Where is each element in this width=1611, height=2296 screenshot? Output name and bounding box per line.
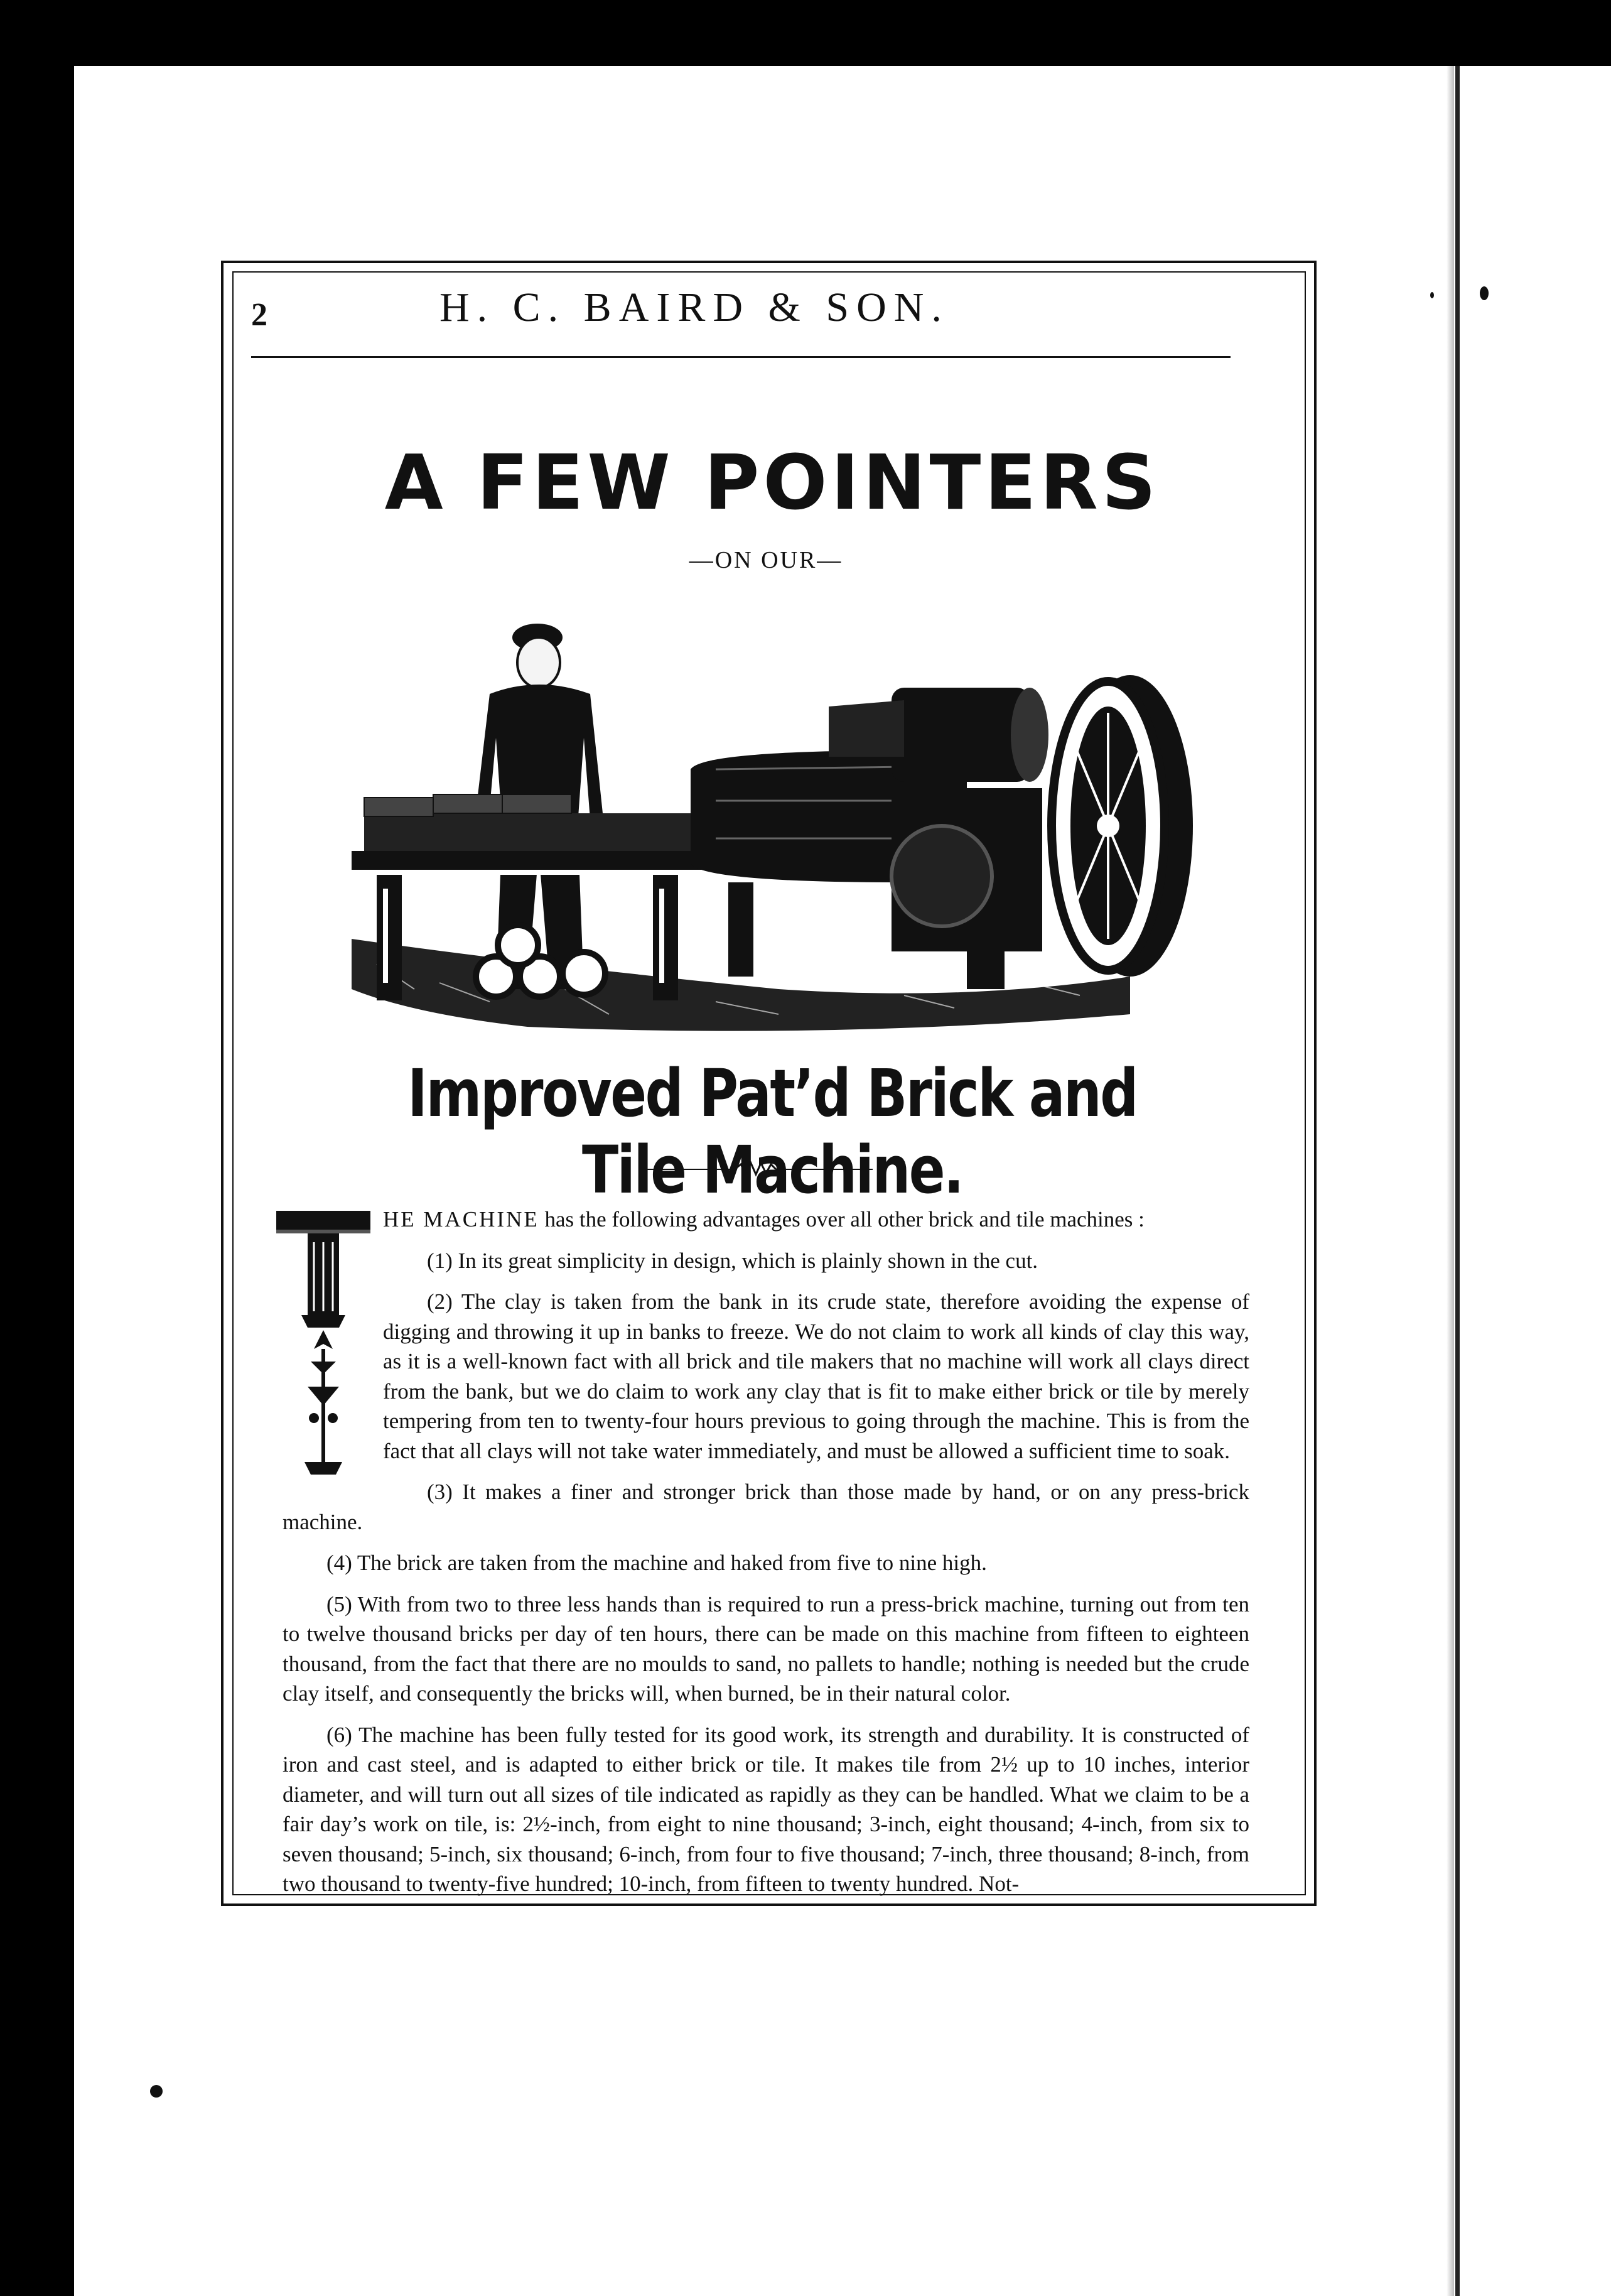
- advert-paragraph-4: (4) The brick are taken from the machine and haked from five to nine high.: [326, 1551, 987, 1575]
- header-rule: [251, 356, 1231, 358]
- advert-paragraph-6: (6) The machine has been fully tested for its good work, its strength and durability. It is constructed of iron and cast steel, and is adapted to either brick or tile. It makes tile from 2½ up to 10 inches, interior diameter, and will turn out all sizes of tile indicated as rapidly as they can be handled. What we claim to be a fair day’s work on tile, is: 2½-inch, from eight to nine thousand; 3-inch, eight thousand; 4-inch, from six to seven thousand; 5-inch, six thousand; 6-inch, from four to five thousand; 7-inch, three thousand; 8-inch, from two thousand to twenty-five hundred; 10-inch, from fifteen to twenty hundred. Not-: [283, 1722, 1249, 1896]
- advert-paragraph-2: (2) The clay is taken from the bank in its crude state, therefore avoiding the expense of digging and throwing it up in banks to freeze. We do not claim to work all kinds of clay this way, as it is a well-known fact with all brick and tile makers that no machine will work all clays direct from the bank, but we do claim to work any clay that is fit to make either brick or tile by merely tempering from ten to twenty-four hours previous to going through the machine. This is from the fact that all clays will not take water immediately, and must be allowed a sufficient time to soak.: [383, 1289, 1249, 1463]
- drop-cap-ornament: [276, 1205, 370, 1481]
- advert-subhead: —ON OUR—: [689, 547, 843, 573]
- machine-title: Improved Pat’d Brick and Tile Machine.: [407, 1055, 1137, 1208]
- running-head: H. C. BAIRD & SON.: [439, 284, 949, 330]
- page-number: 2: [251, 297, 267, 333]
- scan-speck: [1480, 286, 1489, 300]
- lead-small-caps: HE MACHINE: [383, 1207, 539, 1232]
- advert-lead-line: [283, 1205, 1249, 1235]
- lead-rest: has the following advantages over all other brick and tile machines :: [539, 1207, 1145, 1232]
- advert-headline: A FEW POINTERS: [384, 440, 1160, 527]
- binding-gutter: [1455, 66, 1460, 2296]
- gutter-shadow: [1447, 66, 1454, 2296]
- ornamental-letter-t-icon: [276, 1205, 370, 1481]
- advert-paragraph-3: (3) It makes a finer and stronger brick than those made by hand, or on any press-brick machine.: [283, 1480, 1249, 1534]
- advert-paragraph-1: (1) In its great simplicity in design, which is plainly shown in the cut.: [427, 1248, 1038, 1273]
- adjacent-page-edge: [1454, 66, 1611, 2296]
- advert-body: [283, 1205, 1249, 1910]
- scan-speck: [150, 2085, 163, 2098]
- scan-speck: [1430, 292, 1434, 298]
- ornamental-flourish-icon: [647, 1156, 873, 1181]
- advert-paragraph-5: (5) With from two to three less hands than is required to run a press-brick machine, turning out from ten to twelve thousand bricks per day of ten hours, there can be made on this machine from fifteen to eighteen thousand, from the fact that there are no moulds to sand, no pallets to handle; nothing is needed but the crude clay itself, and consequently the bricks will, when burned, be in their natural color.: [283, 1591, 1249, 1706]
- brick-tile-machine-engraving-icon: [339, 612, 1205, 1033]
